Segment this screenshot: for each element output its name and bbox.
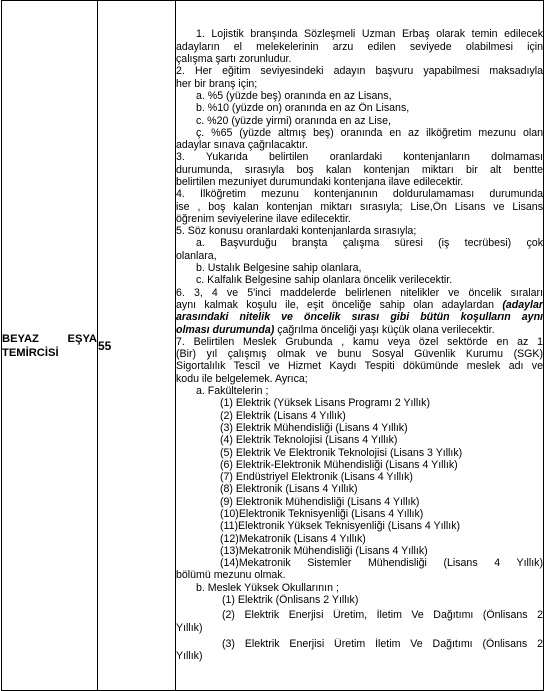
school-item: Yıllık) — [176, 650, 203, 663]
table-row — [2, 1, 544, 691]
faculty-item: (3) Elektrik Mühendisliği (Lisans 4 Yıllık) — [220, 421, 408, 434]
branch-name — [2, 332, 97, 360]
condition-6-text: çağrılma önceliği yaşı küçük olana verilecektir. — [274, 323, 495, 336]
faculty-item: (12)Mekatronik (Lisans 4 Yıllık) — [220, 532, 366, 545]
condition-1-line: 1. Lojistik branşında Sözleşmeli Uzman Erbaş olarak temin edilecek — [196, 28, 543, 41]
condition-2-item: b. %10 (yüzde on) oranında en az Ön Lisans, — [196, 102, 410, 115]
faculty-item: (10)Elektronik Teknisyenliği (Lisans 4 Yıllık) — [220, 508, 424, 520]
faculty-item: (7) Endüstriyel Elektronik (Lisans 4 Yıllık) — [220, 471, 413, 484]
condition-4-line: ise , boş kalan kontenjan miktarı sırasıyla; Lise,Ön Lisans ve Lisans — [176, 200, 543, 213]
condition-5-item-b: b. Ustalık Belgesine sahip olanlara, — [196, 262, 362, 275]
condition-5-line: 5. Söz konusu oranlardaki kontenjanlarda sırasıyla; — [176, 225, 417, 238]
school-item: (2) Elektrik Enerjisi Üretim, İletim Ve Dağıtımı (Önlisans 2 — [222, 609, 543, 622]
faculty-item: (1) Elektrik (Yüksek Lisans Programı 2 Yıllık) — [220, 397, 430, 410]
condition-5-item-a: olanlara, — [176, 249, 217, 262]
condition-7-line: Sigortalılık Tescil ve Hizmet Kaydı Tespiti dökümünde meslek adı ve — [176, 360, 543, 373]
condition-2-line: her bir branş için; — [176, 77, 258, 90]
condition-6-line — [176, 324, 543, 336]
condition-6-emphasis: (adaylar — [502, 298, 543, 311]
school-item: (1) Elektrik (Önlisans 2 Yıllık) — [222, 594, 359, 607]
condition-2-item: c. %20 (yüzde yirmi) oranında en az Lise, — [196, 114, 391, 127]
condition-2-line: adaylar sınava çağrılacaktır. — [176, 139, 308, 152]
faculty-item: (4) Elektrik Teknolojisi (Lisans 4 Yıllık) — [220, 434, 398, 447]
condition-1-line: adayların el melekelerinin arzu edilen seviyede olabilmesi için — [176, 40, 543, 53]
condition-7-line: (Bir) yıl çalışmış olmak ve bunu Sosyal Güvenlik Kurumu (SGK) — [176, 348, 543, 361]
faculty-item: (11)Elektronik Yüksek Teknisyenliği (Lisans 4 Yıllık) — [220, 520, 461, 533]
faculty-item: (6) Elektrik-Elektronik Mühendisliği (Lisans 4 Yıllık) — [220, 458, 458, 471]
faculties-end: bölümü mezunu olmak. — [176, 569, 286, 582]
faculty-item: (14)Mekatronik Sistemler Mühendisliği (Lisans 4 Yıllık) — [220, 557, 543, 570]
condition-2-item: ç. %65 (yüzde altmış beş) oranında en az ilköğretim mezunu olan — [196, 126, 543, 139]
condition-2-line: 2. Her eğitim seviyesindeki adayın başvuru yapabilmesi maksadıyla — [176, 65, 543, 78]
branch-cell — [2, 1, 98, 691]
condition-6-line: 6. 3, 4 ve 5'inci maddelerde belirlenen nitelikler ve öncelik sıraları — [176, 286, 543, 299]
faculties-heading: a. Fakültelerin ; — [196, 385, 269, 398]
count-cell — [98, 1, 176, 691]
condition-5-item-a: a. Başvurduğu branşta çalışma süresi (iş tecrübesi) çok — [196, 237, 543, 250]
condition-2-item: a. %5 (yüzde beş) oranında en az Lisans, — [196, 89, 392, 102]
condition-3-line: 3. Yukarıda belirtilen oranlardaki kontenjanların dolmaması — [176, 151, 543, 164]
branch-name-line2: TEMİRCİSİ — [2, 346, 59, 359]
condition-7-line: 7. Belirtilen Meslek Grubunda , kamu veya özel sektörde en az 1 — [176, 335, 543, 348]
condition-7-line: kodu ile belgelemek. Ayrıca; — [176, 372, 308, 385]
condition-3-line: belirtilen mezuniyet durumundaki kontenjana ilave edilecektir. — [176, 175, 464, 188]
faculty-item: (5) Elektrik Ve Elektronik Teknolojisi (Lisans 3 Yıllık) — [220, 446, 463, 459]
schools-heading: b. Meslek Yüksek Okullarının ; — [196, 581, 339, 594]
condition-6-emphasis: arasındaki nitelik ve öncelik sırası gibi bütün koşulların aynı — [176, 311, 543, 324]
school-item: Yıllık) — [176, 621, 203, 634]
condition-1-line: çalışma şartı zorunludur. — [176, 53, 292, 66]
condition-3-line: durumunda, sırasıyla boş kalan kontenjan miktarı bir alt bentte — [176, 163, 543, 176]
condition-6-emphasis: olması durumunda) — [176, 323, 275, 336]
condition-5-item-c: c. Kalfalık Belgesine sahip olanlara öncelik verilecektir. — [196, 274, 453, 287]
condition-6-text: aynı kalmak koşulu ile, eşit önceliğe sahip olan adaylardan — [176, 298, 503, 311]
conditions-cell — [176, 1, 544, 691]
conditions-text — [176, 28, 543, 662]
school-item: (3) Elektrik Enerjisi Üretim İletim Ve Dağıtımı (Önlisans 2 — [222, 637, 543, 650]
position-count: 55 — [98, 338, 112, 353]
faculty-item: (13)Mekatronik Mühendisliği (Lisans 4 Yıllık) — [220, 544, 428, 557]
condition-6-line — [176, 299, 543, 311]
branch-name-line1: BEYAZ EŞYA — [2, 332, 97, 345]
requirements-table — [1, 0, 544, 691]
condition-4-line: 4. İlköğretim mezunu kontenjanının doldurulamaması durumunda — [176, 188, 543, 201]
faculty-item: (8) Elektronik (Lisans 4 Yıllık) — [220, 483, 358, 496]
faculty-item: (2) Elektrik (Lisans 4 Yıllık) — [220, 409, 346, 422]
condition-4-line: öğrenim seviyelerine ilave edilecektir. — [176, 212, 351, 225]
faculty-item: (9) Elektronik Mühendisliği (Lisans 4 Yıllık) — [220, 495, 420, 508]
